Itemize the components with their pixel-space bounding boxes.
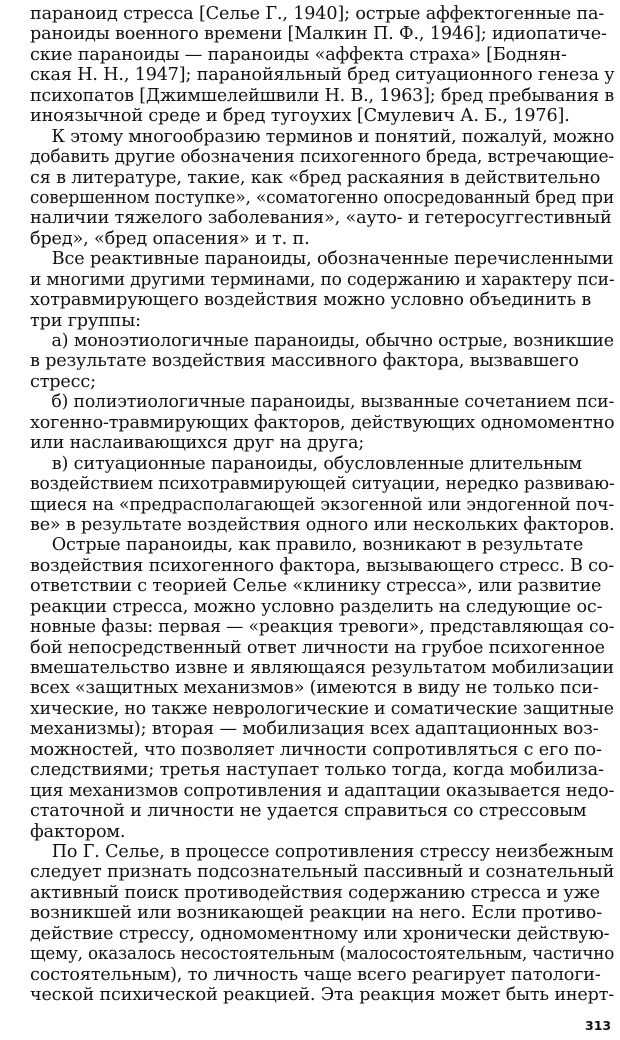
text-line: К этому многообразию терминов и понятий, пожалуй, можно bbox=[30, 126, 615, 147]
text-line: совершенном поступке», «соматогенно опосредованный бред при bbox=[30, 187, 615, 208]
text-line: три группы: bbox=[30, 310, 141, 331]
text-line: стресс; bbox=[30, 371, 96, 392]
text-line: реакции стресса, можно условно разделить на следующие ос- bbox=[30, 596, 603, 617]
text-line: По Г. Селье, в процессе сопротивления стрессу неизбежным bbox=[30, 841, 614, 862]
text-line: наличии тяжелого заболевания», «ауто- и гетеросуггестивный bbox=[30, 208, 612, 229]
text-line: добавить другие обозначения психогенного бреда, встречающие- bbox=[30, 147, 614, 168]
text-line: следствиями; третья наступает только тогда, когда мобилиза- bbox=[30, 760, 604, 781]
text-line: раноиды военного времени [Малкин П. Ф., 1946]; идиопатиче- bbox=[30, 24, 607, 45]
text-line: бой непосредственный ответ личности на грубое психогенное bbox=[30, 637, 605, 658]
text-line: действие стрессу, одномоментному или хронически действую- bbox=[30, 923, 610, 944]
text-line: следует признать подсознательный пассивный и сознательный bbox=[30, 862, 615, 883]
text-line: возникшей или возникающей реакции на него. Если противо- bbox=[30, 903, 603, 924]
text-line: ция механизмов сопротивления и адаптации оказывается недо- bbox=[30, 780, 615, 801]
text-line: и многими другими терминами, по содержанию и характеру пси- bbox=[30, 269, 615, 290]
text-line: Все реактивные параноиды, обозначенные перечисленными bbox=[30, 249, 614, 270]
text-line: параноид стресса [Селье Г., 1940]; острые аффектогенные па- bbox=[30, 4, 605, 24]
text-line: ческой психической реакцией. Эта реакция может быть инерт- bbox=[30, 985, 615, 1005]
text-line: ская Н. Н., 1947]; паранойяльный бред ситуационного генеза у bbox=[30, 65, 615, 86]
text-line: бред», «бред опасения» и т. п. bbox=[30, 228, 310, 249]
text-line: всех «защитных механизмов» (имеются в виду не только пси- bbox=[30, 678, 599, 699]
text-line: иноязычной среде и бред тугоухих [Смулевич А. Б., 1976]. bbox=[30, 106, 570, 127]
text-line: в) ситуационные параноиды, обусловленные длительным bbox=[30, 453, 582, 474]
text-line: воздействия психогенного фактора, вызывающего стресс. В со- bbox=[30, 555, 614, 576]
text-line: механизмы); вторая — мобилизация всех адаптационных воз- bbox=[30, 719, 599, 740]
text-line: щему, оказалось несостоятельным (малосостоятельным, частично bbox=[30, 944, 615, 965]
text-line: активный поиск противодействия содержанию стресса и уже bbox=[30, 882, 600, 903]
text-line: или наслаивающихся друг на друга; bbox=[30, 433, 365, 454]
text-line: хогенно-травмирующих факторов, действующих одномоментно bbox=[30, 412, 615, 433]
body-text bbox=[30, 4, 614, 1005]
text-line: статочной и личности не удается справиться со стрессовым bbox=[30, 801, 587, 822]
text-line: в результате воздействия массивного фактора, вызвавшего bbox=[30, 351, 579, 372]
text-line: новные фазы: первая — «реакция тревоги», представляющая со- bbox=[30, 617, 615, 638]
text-line: можностей, что позволяет личности сопротивляться с его по- bbox=[30, 739, 602, 760]
text-line: ся в литературе, такие, как «бред раскаяния в действительно bbox=[30, 167, 601, 188]
text-line: хотравмирующего воздействия можно условно объединить в bbox=[30, 290, 592, 311]
text-line: а) моноэтиологичные параноиды, обычно острые, возникшие bbox=[30, 331, 614, 351]
text-line: воздействием психотравмирующей ситуации, нередко развиваю- bbox=[30, 474, 615, 495]
text-line: ские параноиды — параноиды «аффекта страха» [Боднян- bbox=[30, 44, 567, 65]
text-line: Острые параноиды, как правило, возникают в результате bbox=[30, 535, 584, 556]
text-line: фактором. bbox=[30, 821, 126, 842]
page-number: 313 bbox=[585, 1018, 612, 1033]
text-line: вмешательство извне и являющаяся результатом мобилизации bbox=[30, 658, 614, 678]
text-line: щиеся на «предрасполагающей экзогенной или эндогенной поч- bbox=[30, 494, 614, 515]
text-line: психопатов [Джимшелейшвили Н. В., 1963]; бред пребывания в bbox=[30, 85, 615, 106]
text-line: ответствии с теорией Селье «клинику стресса», или развитие bbox=[30, 576, 602, 597]
text-line: б) полиэтиологичные параноиды, вызванные сочетанием пси- bbox=[30, 392, 615, 413]
text-line: ве» в результате воздействия одного или нескольких факторов. bbox=[30, 514, 615, 535]
text-line: хические, но также неврологические и соматические защитные bbox=[30, 698, 614, 719]
text-line: состоятельным), то личность чаще всего реагирует патологи- bbox=[30, 964, 601, 985]
